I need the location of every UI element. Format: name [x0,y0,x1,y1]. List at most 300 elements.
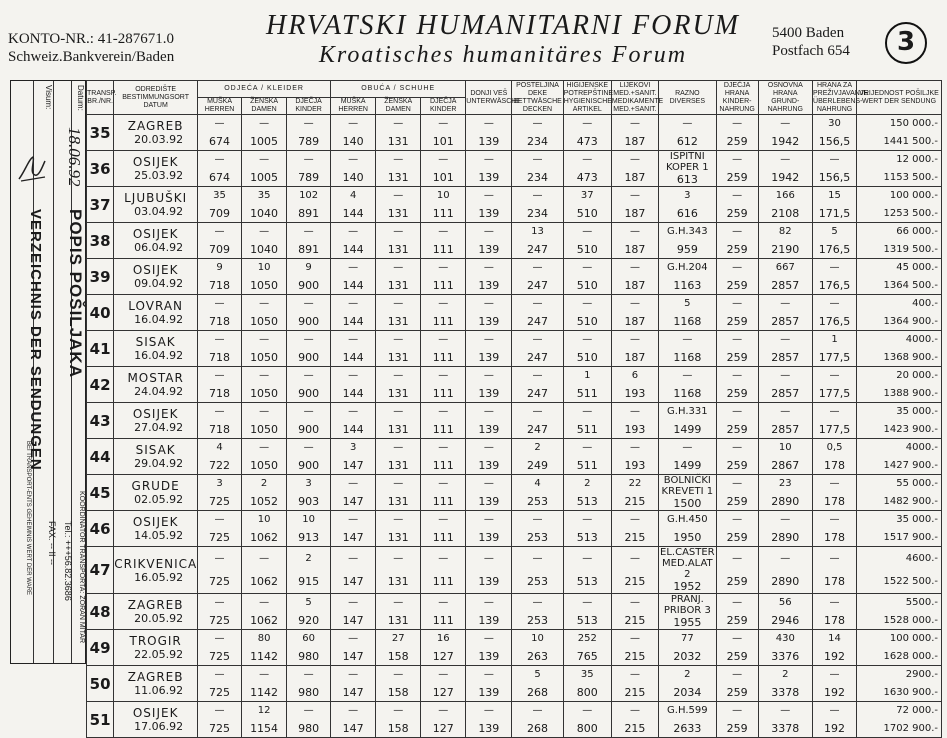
quantity-cell [813,511,857,547]
quantity-shipment: 3 [216,478,223,490]
quantity-cell [287,511,331,547]
quantity-cell [611,187,658,223]
quantity-shipment: — [259,226,270,238]
quantity-cell [198,295,242,331]
quantity-cumulative: 1168 [673,350,702,364]
destination-place: OSIJEK [132,407,179,421]
quantity-cell [611,702,658,738]
quantity-shipment: 60 [302,633,315,645]
quantity-cell [376,439,421,475]
quantity-cell [376,367,421,403]
quantity-cell [659,403,717,439]
table-row [87,547,942,594]
quantity-shipment: — [732,553,743,564]
quantity-cumulative: 176,5 [818,278,851,292]
quantity-shipment: 13 [531,226,544,238]
quantity-cumulative: 1052 [250,494,279,508]
quantity-cumulative: 139 [478,649,500,663]
quantity-shipment: G.H.343 [667,226,708,238]
signature-date: 18.06.92 [65,127,84,187]
quantity-cell [512,403,563,439]
quantity-cumulative: 900 [298,422,320,436]
quantity-cell [242,259,287,295]
quantity-cell [512,223,563,259]
quantity-cell [421,702,466,738]
shipment-value: 100 000.- [889,190,938,202]
col-header-shoes-men: MUŠKA HERREN [331,98,376,115]
quantity-cell [563,259,611,295]
quantity-cumulative: 247 [527,422,549,436]
quantity-cell [813,295,857,331]
quantity-cell [331,259,376,295]
quantity-shipment: — [348,478,359,490]
quantity-cumulative: 111 [432,242,454,256]
quantity-cell [466,439,512,475]
quantity-cell [563,223,611,259]
quantity-shipment: — [629,514,640,526]
visum-label: Visum: [44,85,53,110]
destination-cell [114,331,198,367]
quantity-shipment: — [438,334,449,346]
transport-number: 45 [87,475,114,511]
quantity-cumulative: 139 [478,134,500,148]
quantity-cell [716,295,758,331]
quantity-shipment: — [829,154,840,166]
quantity-shipment: — [393,226,404,238]
quantity-shipment: 10 [778,442,792,454]
quantity-cell [563,439,611,475]
quantity-shipment: — [532,514,543,526]
quantity-cumulative: 510 [576,350,598,364]
quantity-cumulative: 891 [298,242,320,256]
quantity-cell [287,666,331,702]
destination-place: GRUDE [131,479,180,493]
quantity-cumulative: 1950 [673,530,702,544]
quantity-shipment: — [303,406,314,418]
quantity-cumulative: 193 [624,422,646,436]
quantity-cell [512,187,563,223]
quantity-cumulative: 147 [342,613,364,627]
col-header-bedding: POSTELJINA DEKE BETTWÄSCHE DECKEN [513,81,562,113]
quantity-cumulative: 144 [342,242,364,256]
quantity-cell [659,115,717,151]
quantity-cumulative: 1500 [673,497,702,510]
quantity-shipment: — [780,370,791,382]
value-cell [857,115,942,151]
quantity-cell [376,259,421,295]
quantity-shipment: 9 [305,262,312,274]
quantity-cell [563,630,611,666]
quantity-cumulative: 111 [432,458,454,472]
quantity-cumulative: 144 [342,278,364,292]
quantity-cell [512,295,563,331]
destination-cell [114,259,198,295]
shipment-value: 72 000.- [896,705,938,717]
quantity-cell [376,630,421,666]
quantity-cell [198,702,242,738]
quantity-cumulative: 259 [726,685,748,699]
quantity-shipment: — [829,370,840,382]
quantity-cumulative: 176,5 [818,314,851,328]
quantity-cumulative: 718 [209,422,231,436]
quantity-cell [512,511,563,547]
quantity-cumulative: 215 [624,721,646,735]
quantity-shipment: — [829,298,840,310]
transport-number: 39 [87,259,114,295]
quantity-cumulative: 101 [432,134,454,148]
quantity-shipment: 5 [305,597,312,609]
quantity-cumulative: 139 [478,613,500,627]
quantity-shipment: 37 [580,190,594,202]
quantity-shipment: — [483,633,494,645]
quantity-shipment: — [732,705,743,717]
quantity-cumulative: 1040 [250,242,279,256]
coordinator-label: KOORDINATOR TRANSPORTA: ZORAN MITAR [78,491,85,644]
quantity-cumulative: 111 [432,530,454,544]
quantity-cell [198,439,242,475]
quantity-cell [198,511,242,547]
col-header-destination: ODREDIŠTE BESTIMMUNGSORT DATUM [114,81,198,115]
quantity-cell [716,187,758,223]
quantity-cumulative: 131 [387,314,409,328]
quantity-shipment: — [582,226,593,238]
quantity-cell [466,331,512,367]
quantity-cumulative: 131 [387,278,409,292]
quantity-cumulative: 3378 [771,685,800,699]
quantity-shipment: 2 [305,553,312,564]
quantity-cell [512,702,563,738]
quantity-shipment: — [829,597,840,609]
value-cell [857,151,942,187]
quantity-shipment: — [214,669,225,681]
quantity-shipment: — [483,154,494,166]
quantity-shipment: — [629,298,640,310]
quantity-cell [242,475,287,511]
quantity-cumulative: 111 [432,613,454,627]
destination-cell [114,630,198,666]
transport-number: 43 [87,403,114,439]
cumulative-value: 1364 500.- [883,279,938,291]
quantity-shipment: — [438,226,449,238]
quantity-cell [758,187,812,223]
quantity-shipment: — [582,406,593,418]
quantity-cumulative: 510 [576,278,598,292]
quantity-shipment: — [629,154,640,166]
table-row [87,331,942,367]
quantity-cell [331,151,376,187]
quantity-cell [242,115,287,151]
quantity-cumulative: 718 [209,278,231,292]
quantity-cumulative: 253 [527,575,549,588]
quantity-shipment: — [732,478,743,490]
shipment-value: 35 000.- [896,514,938,526]
quantity-shipment: 10 [302,514,315,526]
quantity-shipment: — [483,262,494,274]
quantity-cell [512,331,563,367]
quantity-shipment: — [259,442,270,454]
quantity-shipment: — [483,705,494,717]
quantity-shipment: — [829,553,840,564]
quantity-cumulative: 2034 [673,685,702,699]
quantity-cell [331,630,376,666]
quantity-shipment: — [214,226,225,238]
quantity-cell [758,439,812,475]
quantity-shipment: 2 [684,669,691,681]
quantity-cumulative: 253 [527,494,549,508]
quantity-cell [331,666,376,702]
quantity-shipment: 6 [631,370,639,382]
quantity-cumulative: 139 [478,575,500,588]
quantity-cell [198,187,242,223]
quantity-cumulative: 192 [824,685,846,699]
quantity-cell [331,295,376,331]
quantity-shipment: — [393,553,404,564]
quantity-shipment: — [259,669,270,681]
quantity-shipment: 3 [349,442,357,454]
quantity-cumulative: 800 [576,721,598,735]
quantity-cumulative: 2890 [771,530,800,544]
quantity-cell [466,630,512,666]
shipment-value: 4000.- [905,334,938,346]
quantity-cumulative: 259 [726,494,748,508]
quantity-cumulative: 1050 [250,386,279,400]
quantity-shipment: — [629,705,640,717]
quantity-shipment: — [532,334,543,346]
quantity-shipment: — [732,334,743,346]
quantity-cell [563,702,611,738]
quantity-shipment: — [582,154,593,166]
quantity-cumulative: 980 [298,685,320,699]
quantity-shipment: — [393,406,404,418]
quantity-cumulative: 111 [432,278,454,292]
quantity-shipment: 5 [831,226,838,238]
quantity-shipment: — [532,370,543,382]
transport-number: 40 [87,295,114,331]
quantity-cumulative: 215 [624,575,646,588]
quantity-cumulative: 1062 [250,530,279,544]
quantity-cumulative: 176,5 [818,242,851,256]
quantity-shipment: — [682,442,693,454]
destination-place: ZAGREB [127,119,184,133]
quantity-shipment: — [532,406,543,418]
quantity-shipment: — [393,190,404,202]
quantity-shipment: — [582,553,593,564]
quantity-cell [287,702,331,738]
quantity-shipment: 5 [534,669,541,681]
quantity-cumulative: 215 [624,613,646,627]
table-row [87,594,942,630]
quantity-cell [758,223,812,259]
quantity-shipment: — [582,262,593,274]
quantity-shipment: — [348,298,359,310]
quantity-shipment: — [393,154,404,166]
quantity-shipment: — [348,406,359,418]
quantity-shipment: — [214,597,225,609]
quantity-cell [242,367,287,403]
quantity-cell [376,702,421,738]
quantity-shipment: — [259,298,270,310]
quantity-cumulative: 725 [209,494,231,508]
transport-number: 50 [87,666,114,702]
quantity-cell [242,439,287,475]
quantity-cell [376,331,421,367]
quantity-cell [466,666,512,702]
quantity-cell [421,511,466,547]
destination-cell [114,511,198,547]
col-header-value: VRIJEDNOST POŠILJKE WERT DER SENDUNG [857,81,942,115]
quantity-cumulative: 1499 [673,458,702,472]
quantity-cell [611,511,658,547]
destination-place: OSIJEK [132,155,179,169]
col-group-shoes: OBUĆA / SCHUHE [331,81,466,98]
quantity-shipment: — [582,118,593,130]
quantity-cumulative: 111 [432,206,454,220]
account-number: KONTO-NR.: 41-287671.0 [8,31,174,47]
quantity-shipment: — [682,118,693,130]
quantity-cumulative: 259 [726,458,748,472]
cumulative-value: 1441 500.- [883,135,938,147]
quantity-cell [758,115,812,151]
cumulative-value: 1364 900.- [883,315,938,327]
destination-place: OSIJEK [132,227,179,241]
quantity-cell [813,187,857,223]
quantity-shipment: — [438,514,449,526]
quantity-shipment: — [348,633,359,645]
quantity-cell [466,151,512,187]
quantity-cell [659,223,717,259]
shipment-value: 66 000.- [896,226,938,238]
table-row [87,475,942,511]
table-row [87,666,942,702]
quantity-cell [659,547,717,594]
destination-place: CRIKVENICA [114,556,198,571]
quantity-cell [512,439,563,475]
quantity-shipment: — [348,514,359,526]
quantity-cumulative: 900 [298,386,320,400]
quantity-shipment: — [303,370,314,382]
quantity-cell [421,295,466,331]
destination-cell [114,439,198,475]
quantity-cumulative: 187 [624,278,646,292]
transport-number: 48 [87,594,114,630]
table-row [87,511,942,547]
quantity-cell [512,475,563,511]
quantity-cell [198,594,242,630]
destination-cell [114,187,198,223]
quantity-cumulative: 1050 [250,350,279,364]
quantity-shipment: 2 [584,478,591,490]
quantity-cumulative: 616 [676,206,698,220]
quantity-cell [421,331,466,367]
destination-cell [114,115,198,151]
quantity-shipment: — [532,262,543,274]
quantity-shipment: — [393,262,404,274]
quantity-cumulative: 131 [387,494,409,508]
quantity-cell [611,259,658,295]
quantity-cumulative: 980 [298,721,320,735]
quantity-shipment: — [348,669,359,681]
quantity-shipment: — [582,442,593,454]
quantity-shipment: — [303,298,314,310]
shipment-date: 02.05.92 [134,493,184,506]
quantity-shipment: — [483,118,494,130]
quantity-shipment: 10 [531,633,544,645]
quantity-cumulative: 613 [676,173,698,186]
side-panel [10,80,86,664]
quantity-shipment: — [582,298,593,310]
quantity-shipment: 35 [257,190,271,202]
quantity-cell [512,594,563,630]
quantity-shipment: — [303,118,314,130]
destination-place: TROGIR [129,634,182,648]
quantity-shipment: 0,5 [826,442,843,454]
quantity-cumulative: 2190 [771,242,800,256]
shipments-table [86,80,942,738]
quantity-shipment: — [303,442,314,454]
col-header-clothes-women: ŽENSKA DAMEN [242,98,287,115]
value-cell [857,331,942,367]
value-cell [857,666,942,702]
quantity-cell [512,547,563,594]
quantity-cell [563,594,611,630]
quantity-cell [611,331,658,367]
shipment-date: 17.06.92 [134,720,184,733]
quantity-shipment: — [483,442,494,454]
quantity-cumulative: 915 [298,575,320,588]
quantity-cumulative: 247 [527,242,549,256]
quantity-cell [512,367,563,403]
quantity-shipment: — [483,597,494,609]
quantity-cell [421,151,466,187]
quantity-cell [659,475,717,511]
shipment-date: 06.04.92 [134,241,184,254]
quantity-shipment: — [348,118,359,130]
shipment-value: 45 000.- [896,262,938,274]
quantity-cell [659,666,717,702]
quantity-cumulative: 139 [478,278,500,292]
value-cell [857,547,942,594]
quantity-cumulative: 259 [726,613,748,627]
quantity-cumulative: 139 [478,350,500,364]
quantity-cumulative: 725 [209,721,231,735]
cumulative-value: 1628 000.- [883,650,938,662]
quantity-cell [512,630,563,666]
quantity-cumulative: 510 [576,206,598,220]
quantity-shipment: — [732,262,743,274]
quantity-cell [512,115,563,151]
quantity-cell [611,594,658,630]
quantity-cell [716,223,758,259]
transport-number: 42 [87,367,114,403]
quantity-cumulative: 903 [298,494,320,508]
quantity-cell [611,403,658,439]
phone-number: Tel.: +++56.82.3686 [63,521,73,601]
quantity-cell [331,403,376,439]
value-cell [857,594,942,630]
quantity-cell [287,594,331,630]
quantity-cumulative: 247 [527,314,549,328]
quantity-cell [287,331,331,367]
quantity-cumulative: 800 [576,685,598,699]
quantity-cumulative: 2890 [771,575,800,588]
quantity-cell [198,259,242,295]
shipment-date: 14.05.92 [134,529,184,542]
quantity-cell [466,259,512,295]
quantity-cumulative: 1499 [673,422,702,436]
shipment-date: 27.04.92 [134,421,184,434]
quantity-cell [716,511,758,547]
quantity-cell [659,630,717,666]
